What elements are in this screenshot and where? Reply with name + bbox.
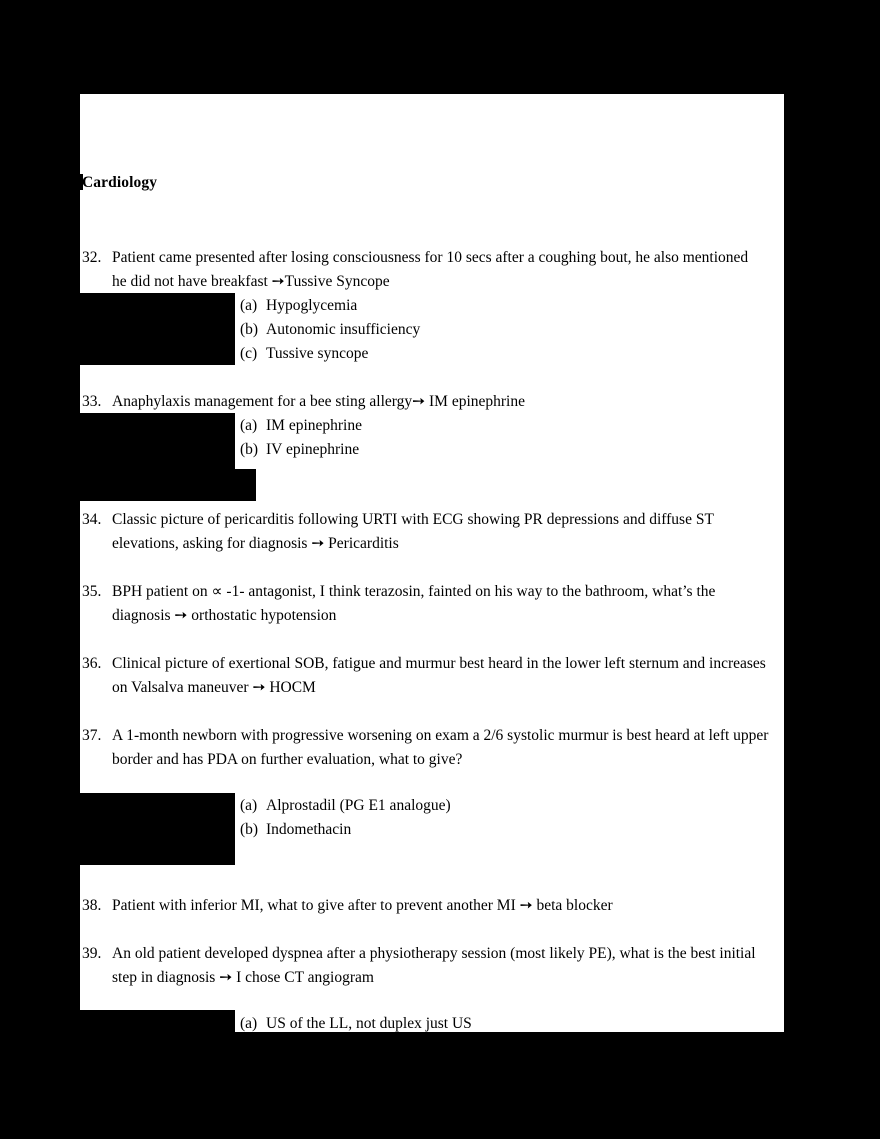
option-text: Indomethacin <box>266 821 352 838</box>
option-label: (a) <box>240 797 258 814</box>
question-number: 35. <box>82 583 102 600</box>
answer-option <box>240 294 357 318</box>
answer-option <box>240 414 362 438</box>
question-number: 36. <box>82 655 102 672</box>
redaction-block <box>80 1010 235 1038</box>
question-text: Patient with inferior MI, what to give after to prevent another MI ➙ beta blocker <box>112 897 613 914</box>
redaction-block <box>235 1032 784 1038</box>
question-item <box>82 508 772 556</box>
question-item <box>82 724 782 772</box>
question-text: An old patient developed dyspnea after a physiotherapy session (most likely PE), what is the best initial step in diagnosis ➙ I chose CT angiogram <box>112 945 756 986</box>
option-text: Autonomic insufficiency <box>266 321 421 338</box>
question-text: Classic picture of pericarditis following URTI with ECG showing PR depressions and diffuse ST elevations, asking for diagnosis ➙ Pericarditis <box>112 511 714 552</box>
answer-option <box>240 818 351 842</box>
option-label: (a) <box>240 297 258 314</box>
question-text: BPH patient on ∝ -1- antagonist, I think terazosin, fainted on his way to the bathroom, what’s the diagnosis ➙ orthostatic hypotension <box>112 583 716 624</box>
option-text: IM epinephrine <box>266 417 362 434</box>
option-text: IV epinephrine <box>266 441 360 458</box>
question-text: Patient came presented after losing consciousness for 10 secs after a coughing bout, he also mentioned he did not have breakfast ➙Tussive Syncope <box>112 249 749 290</box>
redaction-block <box>80 413 235 469</box>
redaction-block <box>80 469 256 501</box>
answer-option <box>240 438 359 462</box>
redaction-block <box>80 293 235 365</box>
option-label: (a) <box>240 417 258 434</box>
question-number: 34. <box>82 511 102 528</box>
option-label: (b) <box>240 321 259 338</box>
option-label: (b) <box>240 821 259 838</box>
answer-option <box>240 342 368 366</box>
question-text: A 1-month newborn with progressive worsening on exam a 2/6 systolic murmur is best heard at left upper border and has PDA on further evaluation, what to give? <box>112 727 769 768</box>
option-text: Alprostadil (PG E1 analogue) <box>266 797 451 814</box>
question-number: 39. <box>82 945 102 962</box>
question-text: Clinical picture of exertional SOB, fatigue and murmur best heard in the lower left sternum and increases on Valsalva maneuver ➙ HOCM <box>112 655 766 696</box>
question-text: Anaphylaxis management for a bee sting allergy➙ IM epinephrine <box>112 393 525 410</box>
question-item <box>82 580 772 628</box>
document-page <box>80 94 784 1038</box>
redaction-block <box>80 793 235 865</box>
question-number: 38. <box>82 897 102 914</box>
answer-option <box>240 318 420 342</box>
answer-option <box>240 794 451 818</box>
option-label: (b) <box>240 441 259 458</box>
question-item <box>82 942 772 990</box>
option-label: (a) <box>240 1015 258 1032</box>
question-number: 33. <box>82 393 102 410</box>
question-item <box>82 652 782 700</box>
option-label: (c) <box>240 345 258 362</box>
section-title: Cardiology <box>82 174 158 191</box>
option-text: US of the LL, not duplex just US <box>266 1015 472 1032</box>
question-item <box>82 390 762 414</box>
question-item <box>82 894 772 918</box>
option-text: Tussive syncope <box>266 345 369 362</box>
question-number: 32. <box>82 249 102 266</box>
question-number: 37. <box>82 727 102 744</box>
option-text: Hypoglycemia <box>266 297 358 314</box>
question-item <box>82 246 762 294</box>
